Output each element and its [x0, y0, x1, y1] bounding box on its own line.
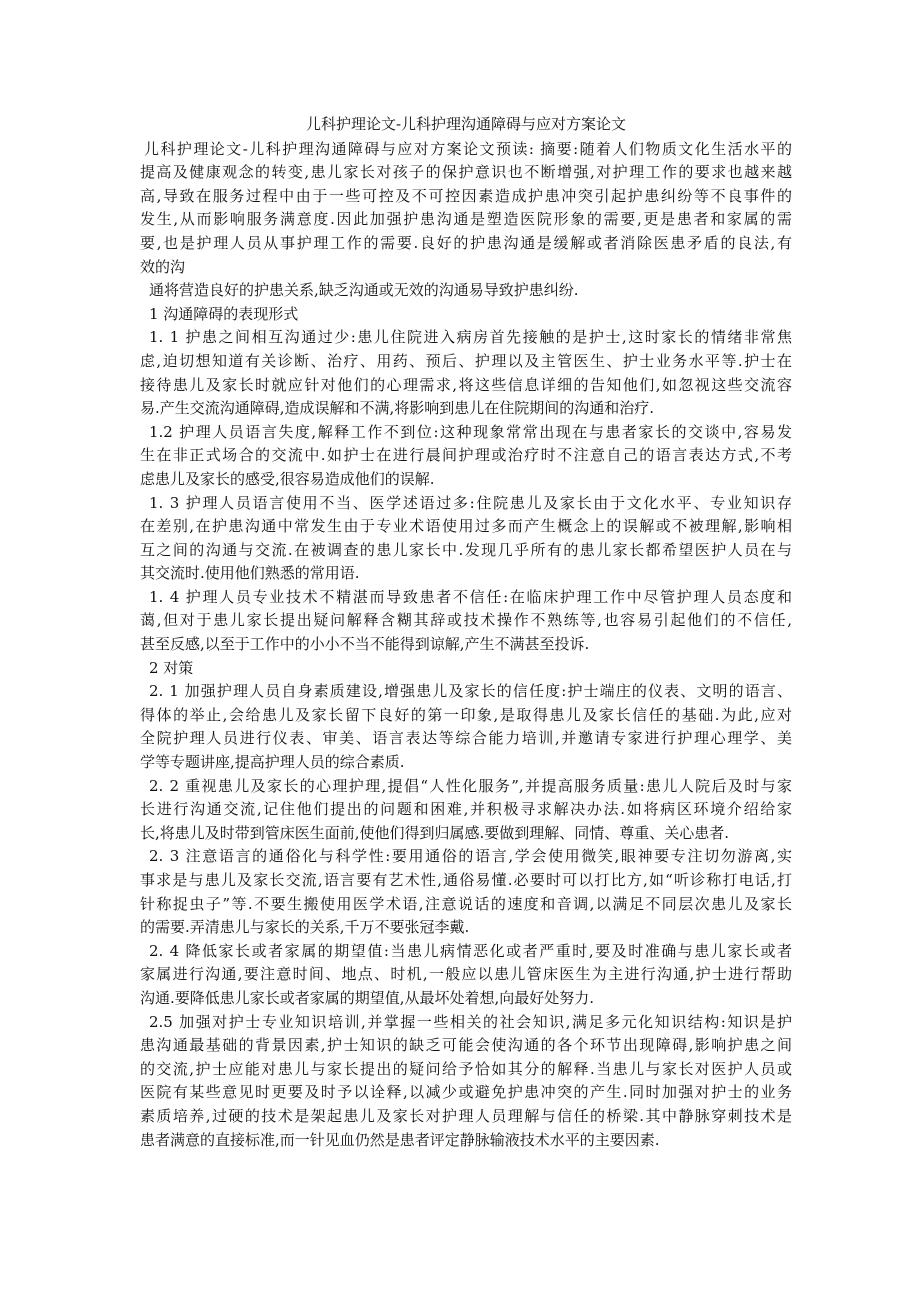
paragraph	[140, 279, 792, 303]
text-line: 患沟通最基础的背景因素,护士知识的缺乏可能会使沟通的各个环节出现障碍,影响护患之间	[140, 1036, 792, 1055]
text-line: 在差别,在护患沟通中常发生由于专业术语使用过多而产生概念上的误解或不被理解,影响相	[140, 517, 792, 536]
text-line: 长,将患儿及时带到管床医生面前,使他们得到归属感.要做到理解、同情、尊重、关心患者.	[140, 823, 730, 842]
text-line: 1 沟通障碍的表现形式	[149, 304, 299, 323]
text-line: 1. 3 护理人员语言使用不当、医学述语过多:住院患儿及家长由于文化水平、专业知识存	[149, 493, 792, 512]
text-line: 互之间的沟通与交流.在被调查的患儿家长中.发现几乎所有的患儿家长都希望医护人员在与	[140, 540, 792, 559]
text-line: 素质培养,过硬的技术是架起患儿及家长对护理人员理解与信任的桥梁.其中静脉穿刺技术是	[140, 1106, 792, 1125]
text-line: 高,导致在服务过程中由于一些可控及不可控因素造成护患冲突引起护患纠纷等不良事件的	[140, 186, 792, 205]
paragraph	[140, 421, 792, 492]
text-line: 全院护理人员进行仪表、审美、语言表达等综合能力培训,并邀请专家进行护理心理学、美	[140, 729, 792, 748]
paragraph	[140, 326, 792, 420]
text-line: 接待患儿及家长时就应针对他们的心理需求,将这些信息详细的告知他们,如忽视这些交流容	[140, 375, 792, 394]
text-line: 提高及健康观念的转变,患儿家长对孩子的保护意识也不断增强,对护理工作的要求也越来越	[140, 163, 792, 182]
text-line: 2.5 加强对护士专业知识培训,并掌握一些相关的社会知识,满足多元化知识结构:知识是护	[149, 1012, 792, 1031]
text-line: 儿科护理论文-儿科护理沟通障碍与应对方案论文预读: 摘要:随着人们物质文化生活水平的	[144, 139, 792, 158]
text-line: 虑,迫切想知道有关诊断、治疗、用药、预后、护理以及主管医生、护士业务水平等.护士在	[140, 351, 792, 370]
text-line: 2 对策	[149, 658, 194, 677]
paragraph	[140, 775, 792, 846]
paragraphs	[140, 138, 792, 1153]
text-line: 虑患儿及家长的感受,很容易造成他们的误解.	[140, 469, 435, 488]
text-line: 事求是与患儿及家长交流,语言要有艺术性,通俗易懂.必要时可以打比方,如“听诊称打电话,打	[140, 871, 792, 889]
text-line: 易.产生交流沟通障碍,造成误解和不满,将影响到患儿在住院期间的沟通和治疗.	[140, 399, 655, 418]
text-line: 的交流,护士应能对患儿与家长提出的疑问给予恰如其分的解释.当患儿与家长对医护人员或	[140, 1059, 792, 1078]
text-line: 学等专题讲座,提高护理人员的综合素质.	[140, 753, 405, 772]
document-body	[140, 113, 792, 1152]
text-line: 发生,从而影响服务满意度.因此加强护患沟通是塑造医院形象的需要,更是患者和家属的需	[140, 210, 792, 229]
text-line: 针称捉虫子”等.不要生搬使用医学术语,注意说话的速度和音调,以满足不同层次患儿及家长	[140, 894, 792, 913]
paragraph	[140, 940, 792, 1011]
text-line: 1.2 护理人员语言失度,解释工作不到位:这种现象常常出现在与患者家长的交谈中,容易发	[149, 422, 792, 441]
paragraph	[140, 492, 792, 586]
text-line: 长进行沟通交流,记住他们提出的问题和困难,并积极寻求解决办法.如将病区环境介绍给家	[140, 800, 792, 819]
text-line: 2. 2 重视患儿及家长的心理护理,提倡“人性化服务”,并提高服务质量:患儿人院后及时与家	[149, 776, 792, 795]
text-line: 生在非正式场合的交流中.如护士在进行晨间护理或治疗时不注意自己的语言表达方式,不考	[140, 446, 792, 465]
text-line: 蔼,但对于患儿家长提出疑问解释含糊其辞或技术操作不熟练等,也容易引起他们的不信任,	[140, 611, 792, 630]
text-line: 2. 3 注意语言的通俗化与科学性:要用通俗的语言,学会使用微笑,眼神要专注切勿游离,实	[149, 847, 792, 866]
paragraph	[140, 1011, 792, 1153]
paragraph	[140, 657, 792, 681]
text-line: 家属进行沟通,要注意时间、地点、时机,一般应以患儿管床医生为主进行沟通,护士进行帮助	[140, 965, 792, 984]
text-line: 其交流时.使用他们熟悉的常用语.	[140, 564, 360, 583]
text-line: 通将营造良好的护患关系,缺乏沟通或无效的沟通易导致护患纠纷.	[149, 281, 579, 300]
text-line: 2. 4 降低家长或者家属的期望值:当患儿病情恶化或者严重时,要及时准确与患儿家长或者	[149, 941, 792, 960]
text-line: 甚至反感,以至于工作中的小小不当不能得到谅解,产生不满甚至投诉.	[140, 635, 590, 654]
text-line: 1. 1 护患之间相互沟通过少:患儿住院进入病房首先接触的是护士,这时家长的情绪非常焦	[149, 328, 792, 347]
text-line: 患者满意的直接标准,而一针见血仍然是患者评定静脉输液技术水平的主要因素.	[140, 1130, 660, 1149]
paragraph	[140, 845, 792, 939]
text-line: 1. 4 护理人员专业技术不精湛而导致患者不信任:在临床护理工作中尽管护理人员态度和	[149, 587, 792, 606]
text-line: 沟通.要降低患儿家长或者家属的期望值,从最坏处着想,向最好处努力.	[140, 988, 595, 1007]
text-line: 得体的举止,会给患儿及家长留下良好的第一印象,是取得患儿及家长信任的基础.为此,应对	[140, 705, 792, 724]
paragraph	[140, 680, 792, 774]
text-line: 效的沟	[140, 257, 186, 276]
paragraph	[140, 303, 792, 327]
text-line: 要,也是护理人员从事护理工作的需要.良好的护患沟通是缓解或者消除医患矛盾的良法,有	[140, 233, 792, 252]
text-line: 2. 1 加强护理人员自身素质建设,增强患儿及家长的信任度:护士端庄的仪表、文明的语言、	[149, 682, 792, 701]
text-line: 医院有某些意见时更要及时予以诠释,以减少或避免护患冲突的产生.同时加强对护士的业务	[140, 1083, 792, 1102]
text-line: 的需要.弄清患儿与家长的关系,千万不要张冠李戴.	[140, 918, 470, 937]
document-title: 儿科护理论文-儿科护理沟通障碍与应对方案论文	[305, 115, 627, 133]
paragraph	[140, 138, 792, 280]
paragraph	[140, 586, 792, 657]
